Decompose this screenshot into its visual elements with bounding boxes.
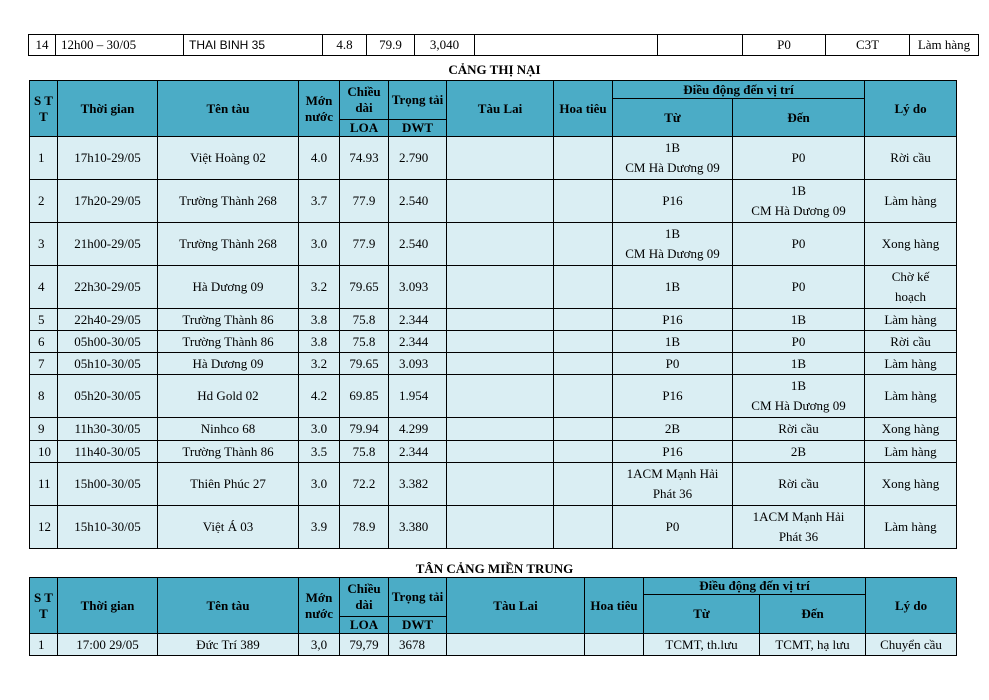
reason-cell: Làm hàng [865, 441, 957, 463]
loa-cell: 75.8 [340, 331, 389, 353]
from-cell: 2B [613, 418, 733, 441]
reason-header: Lý do [866, 578, 957, 634]
tonnage-header: Trọng tải [389, 81, 447, 120]
table-row [30, 375, 957, 418]
reason-cell: Làm hàng [865, 309, 957, 331]
to-cell: 1B CM Hà Dương 09 [733, 180, 865, 223]
pilot-cell [554, 137, 613, 180]
time-cell: 11h30-30/05 [58, 418, 158, 441]
table-row [30, 506, 957, 549]
tug-cell [447, 634, 585, 656]
loa-cell: 72.2 [340, 463, 389, 506]
loa-cell: 75.8 [340, 309, 389, 331]
tug-cell [447, 418, 554, 441]
stt-cell: 11 [30, 463, 58, 506]
schedule-table-thi-nai [29, 80, 957, 549]
time-cell: 15h10-30/05 [58, 506, 158, 549]
time-cell: 05h00-30/05 [58, 331, 158, 353]
dwt-header: DWT [389, 617, 447, 634]
tug-cell [447, 137, 554, 180]
from-cell: P16 [613, 180, 733, 223]
section-title-tan-cang: TÂN CẢNG MIỀN TRUNG [415, 561, 574, 576]
stt-cell: 5 [30, 309, 58, 331]
tug-cell [447, 441, 554, 463]
from-cell: TCMT, th.lưu [644, 634, 760, 656]
ship-cell: Việt Hoàng 02 [158, 137, 299, 180]
length-header: Chiều dài [340, 81, 389, 120]
stt-cell: 12 [30, 506, 58, 549]
ship-cell: Ninhco 68 [158, 418, 299, 441]
from-cell: P16 [613, 309, 733, 331]
pilot-cell [554, 223, 613, 266]
stt-cell: 2 [30, 180, 58, 223]
to-cell: 1B CM Hà Dương 09 [733, 375, 865, 418]
pilot-cell [554, 331, 613, 353]
tug-header: Tàu Lai [447, 578, 585, 634]
ship-cell: Trường Thành 86 [158, 441, 299, 463]
table-row [30, 309, 957, 331]
from-cell: 1B [613, 331, 733, 353]
time-cell: 17:00 29/05 [58, 634, 158, 656]
tug-cell [447, 331, 554, 353]
pilot-cell [554, 180, 613, 223]
loa-cell: 79.65 [340, 266, 389, 309]
reason-cell: Chờ kế hoạch [865, 266, 957, 309]
tug-cell [447, 463, 554, 506]
ship-header: Tên tàu [158, 81, 299, 137]
loa-cell: 78.9 [340, 506, 389, 549]
draft-cell: 3.0 [299, 223, 340, 266]
to-header: Đến [760, 595, 866, 634]
stt-cell: 6 [30, 331, 58, 353]
table-row [30, 441, 957, 463]
dwt-cell: 3.380 [389, 506, 447, 549]
to-cell: C3T [826, 35, 910, 56]
pilot-cell [554, 506, 613, 549]
loa-header: LOA [340, 120, 389, 137]
table-row [30, 137, 957, 180]
stt-cell: 7 [30, 353, 58, 375]
draft-cell: 4.0 [299, 137, 340, 180]
ship-cell: Trường Thành 268 [158, 180, 299, 223]
table-row [30, 418, 957, 441]
schedule-table-tan-cang [29, 577, 957, 656]
loa-cell: 79.65 [340, 353, 389, 375]
to-header: Đến [733, 99, 865, 137]
dwt-cell: 4.299 [389, 418, 447, 441]
to-cell: Rời cầu [733, 463, 865, 506]
pilot-cell [554, 441, 613, 463]
reason-cell: Làm hàng [865, 180, 957, 223]
from-cell: P0 [613, 506, 733, 549]
stt-cell: 8 [30, 375, 58, 418]
time-cell: 12h00 – 30/05 [56, 35, 184, 56]
draft-cell: 3.2 [299, 353, 340, 375]
ship-cell: THAI BINH 35 [184, 35, 323, 56]
time-cell: 22h30-29/05 [58, 266, 158, 309]
from-cell: P16 [613, 441, 733, 463]
tug-cell [447, 375, 554, 418]
time-cell: 05h10-30/05 [58, 353, 158, 375]
top-row-table [28, 34, 979, 56]
move-header: Điều động đến vị trí [613, 81, 865, 99]
move-header: Điều động đến vị trí [644, 578, 866, 595]
to-cell: P0 [733, 223, 865, 266]
header-row [30, 81, 957, 99]
tug-cell [447, 180, 554, 223]
draft-cell: 4.8 [323, 35, 367, 56]
table-row [30, 331, 957, 353]
from-header: Từ [613, 99, 733, 137]
stt-cell: 3 [30, 223, 58, 266]
ship-cell: Trường Thành 86 [158, 309, 299, 331]
ship-cell: Việt Á 03 [158, 506, 299, 549]
length-header: Chiều dài [340, 578, 389, 617]
reason-cell: Rời cầu [865, 331, 957, 353]
header-row [30, 578, 957, 595]
time-cell: 17h10-29/05 [58, 137, 158, 180]
time-cell: 21h00-29/05 [58, 223, 158, 266]
from-cell: P0 [743, 35, 826, 56]
pilot-cell [554, 309, 613, 331]
dwt-header: DWT [389, 120, 447, 137]
loa-cell: 79.9 [367, 35, 415, 56]
tug-cell [447, 266, 554, 309]
from-cell: 1B [613, 266, 733, 309]
dwt-cell: 2.540 [389, 180, 447, 223]
time-cell: 22h40-29/05 [58, 309, 158, 331]
ship-cell: Hà Dương 09 [158, 353, 299, 375]
ship-cell: Đức Trí 389 [158, 634, 299, 656]
draft-cell: 3.8 [299, 331, 340, 353]
draft-cell: 3.8 [299, 309, 340, 331]
draft-cell: 3.7 [299, 180, 340, 223]
dwt-cell: 3.382 [389, 463, 447, 506]
table-row [29, 35, 979, 56]
draft-cell: 3.5 [299, 441, 340, 463]
ship-cell: Thiên Phúc 27 [158, 463, 299, 506]
tug-cell [447, 309, 554, 331]
loa-cell: 79.94 [340, 418, 389, 441]
table-row [30, 463, 957, 506]
stt-cell: 9 [30, 418, 58, 441]
schedule-body [30, 137, 957, 549]
pilot-cell [554, 375, 613, 418]
draft-cell: 3.0 [299, 418, 340, 441]
reason-cell: Xong hàng [865, 418, 957, 441]
reason-cell: Làm hàng [910, 35, 979, 56]
table-row [30, 223, 957, 266]
from-header: Từ [644, 595, 760, 634]
stt-cell: 4 [30, 266, 58, 309]
reason-cell: Xong hàng [865, 463, 957, 506]
tug-cell [447, 506, 554, 549]
tug-header: Tàu Lai [447, 81, 554, 137]
stt-cell: 10 [30, 441, 58, 463]
to-cell: 1ACM Mạnh Hải Phát 36 [733, 506, 865, 549]
time-cell: 15h00-30/05 [58, 463, 158, 506]
dwt-cell: 3.093 [389, 353, 447, 375]
stt-cell: 1 [30, 137, 58, 180]
dwt-cell: 1.954 [389, 375, 447, 418]
reason-cell: Làm hàng [865, 353, 957, 375]
stt-header: S T T [30, 578, 58, 634]
pilot-cell [554, 463, 613, 506]
from-cell: P16 [613, 375, 733, 418]
pilot-cell [554, 353, 613, 375]
ship-cell: Trường Thành 86 [158, 331, 299, 353]
dwt-cell: 2.344 [389, 441, 447, 463]
reason-cell: Rời cầu [865, 137, 957, 180]
ship-cell: Hd Gold 02 [158, 375, 299, 418]
pilot-cell [585, 634, 644, 656]
draft-cell: 3.9 [299, 506, 340, 549]
dwt-cell: 2.790 [389, 137, 447, 180]
to-cell: P0 [733, 266, 865, 309]
from-cell: 1B CM Hà Dương 09 [613, 223, 733, 266]
draft-header: Mớn nước [299, 81, 340, 137]
pilot-cell [658, 35, 743, 56]
time-header: Thời gian [58, 81, 158, 137]
ship-cell: Trường Thành 268 [158, 223, 299, 266]
schedule-body [30, 634, 957, 656]
dwt-cell: 2.540 [389, 223, 447, 266]
pilot-cell [554, 266, 613, 309]
draft-cell: 4.2 [299, 375, 340, 418]
dwt-cell: 3.093 [389, 266, 447, 309]
pilot-cell [554, 418, 613, 441]
loa-cell: 74.93 [340, 137, 389, 180]
from-cell: 1ACM Mạnh Hải Phát 36 [613, 463, 733, 506]
pilot-header: Hoa tiêu [554, 81, 613, 137]
tug-cell [475, 35, 658, 56]
dwt-cell: 2.344 [389, 331, 447, 353]
table-row [30, 266, 957, 309]
tug-cell [447, 353, 554, 375]
time-cell: 11h40-30/05 [58, 441, 158, 463]
table-row [30, 180, 957, 223]
tonnage-header: Trọng tải [389, 578, 447, 617]
to-cell: 2B [733, 441, 865, 463]
stt-header: S T T [30, 81, 58, 137]
time-header: Thời gian [58, 578, 158, 634]
reason-header: Lý do [865, 81, 957, 137]
to-cell: P0 [733, 331, 865, 353]
loa-cell: 75.8 [340, 441, 389, 463]
loa-header: LOA [340, 617, 389, 634]
loa-cell: 79,79 [340, 634, 389, 656]
time-cell: 05h20-30/05 [58, 375, 158, 418]
reason-cell: Chuyển cầu [866, 634, 957, 656]
to-cell: 1B [733, 309, 865, 331]
to-cell: 1B [733, 353, 865, 375]
pilot-header: Hoa tiêu [585, 578, 644, 634]
loa-cell: 77.9 [340, 223, 389, 266]
reason-cell: Xong hàng [865, 223, 957, 266]
loa-cell: 69.85 [340, 375, 389, 418]
tug-cell [447, 223, 554, 266]
draft-cell: 3.2 [299, 266, 340, 309]
draft-header: Mớn nước [299, 578, 340, 634]
stt-cell: 1 [30, 634, 58, 656]
dwt-cell: 2.344 [389, 309, 447, 331]
dwt-cell: 3678 [389, 634, 447, 656]
table-row [30, 634, 957, 656]
from-cell: P0 [613, 353, 733, 375]
draft-cell: 3,0 [299, 634, 340, 656]
table-row [30, 353, 957, 375]
section-title-thi-nai: CẢNG THỊ NẠI [448, 62, 541, 77]
reason-cell: Làm hàng [865, 375, 957, 418]
time-cell: 17h20-29/05 [58, 180, 158, 223]
to-cell: TCMT, hạ lưu [760, 634, 866, 656]
draft-cell: 3.0 [299, 463, 340, 506]
from-cell: 1B CM Hà Dương 09 [613, 137, 733, 180]
dwt-cell: 3,040 [415, 35, 475, 56]
reason-cell: Làm hàng [865, 506, 957, 549]
to-cell: P0 [733, 137, 865, 180]
loa-cell: 77.9 [340, 180, 389, 223]
ship-cell: Hà Dương 09 [158, 266, 299, 309]
to-cell: Rời cầu [733, 418, 865, 441]
stt-cell: 14 [29, 35, 56, 56]
ship-header: Tên tàu [158, 578, 299, 634]
